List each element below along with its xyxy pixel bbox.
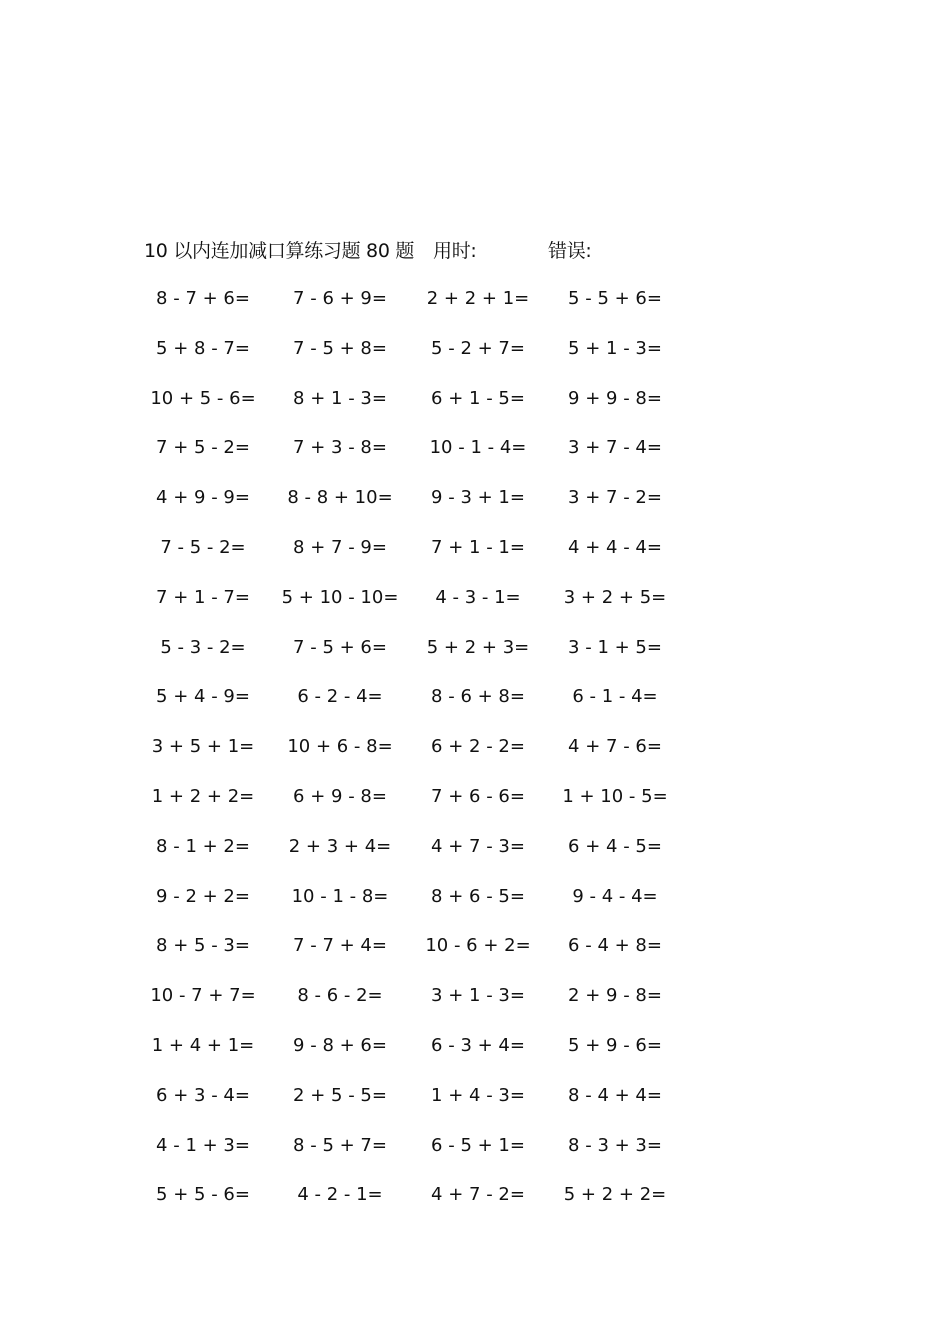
problem-item: 10 + 6 - 8= (287, 736, 393, 757)
error-count-label: 错误: (548, 240, 592, 262)
problem-item: 5 + 9 - 6= (568, 1035, 662, 1056)
problem-item: 7 - 7 + 4= (293, 935, 387, 956)
problem-item: 10 - 6 + 2= (425, 935, 531, 956)
problem-item: 6 - 1 - 4= (572, 686, 658, 707)
problem-item: 4 + 7 - 2= (431, 1184, 525, 1205)
problem-item: 6 - 2 - 4= (297, 686, 383, 707)
problem-item: 8 + 7 - 9= (293, 537, 387, 558)
problem-item: 4 - 2 - 1= (297, 1184, 383, 1205)
problem-item: 8 - 7 + 6= (156, 288, 250, 309)
problem-item: 9 + 9 - 8= (568, 388, 662, 409)
problem-item: 9 - 2 + 2= (156, 886, 250, 907)
problem-item: 5 - 5 + 6= (568, 288, 662, 309)
problem-item: 7 + 3 - 8= (293, 437, 387, 458)
problem-item: 5 + 2 + 3= (426, 637, 530, 658)
problem-item: 4 - 1 + 3= (156, 1135, 250, 1156)
problem-item: 6 + 2 - 2= (431, 736, 525, 757)
problem-item: 6 + 1 - 5= (431, 388, 525, 409)
problem-item: 6 + 9 - 8= (293, 786, 387, 807)
problem-item: 7 + 6 - 6= (431, 786, 525, 807)
problem-item: 4 + 9 - 9= (156, 487, 250, 508)
problem-item: 1 + 4 - 3= (431, 1085, 525, 1106)
problem-item: 9 - 4 - 4= (572, 886, 658, 907)
problem-item: 5 + 4 - 9= (156, 686, 250, 707)
problem-item: 8 + 6 - 5= (431, 886, 525, 907)
problem-item: 9 - 8 + 6= (293, 1035, 387, 1056)
problem-item: 4 - 3 - 1= (435, 587, 521, 608)
problem-item: 2 + 2 + 1= (426, 288, 530, 309)
problem-item: 5 - 3 - 2= (160, 637, 246, 658)
problem-item: 6 - 5 + 1= (431, 1135, 525, 1156)
problem-item: 5 + 5 - 6= (156, 1184, 250, 1205)
problem-item: 5 + 1 - 3= (568, 338, 662, 359)
problem-item: 8 - 8 + 10= (287, 487, 393, 508)
problem-item: 3 + 7 - 4= (568, 437, 662, 458)
problem-item: 6 - 3 + 4= (431, 1035, 525, 1056)
problem-item: 7 + 5 - 2= (156, 437, 250, 458)
problem-item: 6 - 4 + 8= (568, 935, 662, 956)
time-used-label: 用时: (433, 240, 477, 262)
problem-item: 8 - 4 + 4= (568, 1085, 662, 1106)
problem-item: 4 + 7 - 6= (568, 736, 662, 757)
problem-item: 8 - 6 - 2= (297, 985, 383, 1006)
problem-item: 3 - 1 + 5= (568, 637, 662, 658)
problem-item: 1 + 2 + 2= (151, 786, 255, 807)
problem-item: 5 + 10 - 10= (281, 587, 399, 608)
worksheet-title: 10 以内连加减口算练习题 80 题 (144, 240, 415, 262)
problem-item: 8 + 1 - 3= (293, 388, 387, 409)
problem-item: 8 - 1 + 2= (156, 836, 250, 857)
problem-item: 10 - 1 - 4= (429, 437, 527, 458)
problem-item: 7 - 5 - 2= (160, 537, 246, 558)
problem-item: 9 - 3 + 1= (431, 487, 525, 508)
problem-item: 6 + 4 - 5= (568, 836, 662, 857)
problem-item: 1 + 4 + 1= (151, 1035, 255, 1056)
problem-item: 3 + 5 + 1= (151, 736, 255, 757)
problem-item: 8 - 5 + 7= (293, 1135, 387, 1156)
problem-item: 3 + 2 + 5= (563, 587, 667, 608)
problem-item: 10 - 1 - 8= (291, 886, 389, 907)
problem-item: 7 - 6 + 9= (293, 288, 387, 309)
problem-item: 10 + 5 - 6= (150, 388, 256, 409)
problem-item: 5 + 8 - 7= (156, 338, 250, 359)
problem-item: 1 + 10 - 5= (562, 786, 668, 807)
problem-item: 8 - 3 + 3= (568, 1135, 662, 1156)
problem-item: 2 + 3 + 4= (288, 836, 392, 857)
problem-item: 3 + 7 - 2= (568, 487, 662, 508)
problem-item: 3 + 1 - 3= (431, 985, 525, 1006)
problem-item: 7 - 5 + 8= (293, 338, 387, 359)
problem-item: 6 + 3 - 4= (156, 1085, 250, 1106)
problem-item: 8 + 5 - 3= (156, 935, 250, 956)
problem-item: 7 - 5 + 6= (293, 637, 387, 658)
problem-item: 4 + 4 - 4= (568, 537, 662, 558)
problem-item: 2 + 5 - 5= (293, 1085, 387, 1106)
problem-item: 7 + 1 - 1= (431, 537, 525, 558)
problem-item: 4 + 7 - 3= (431, 836, 525, 857)
problem-item: 2 + 9 - 8= (568, 985, 662, 1006)
problem-item: 10 - 7 + 7= (150, 985, 256, 1006)
problem-item: 5 + 2 + 2= (563, 1184, 667, 1205)
problem-item: 8 - 6 + 8= (431, 686, 525, 707)
problem-item: 5 - 2 + 7= (431, 338, 525, 359)
problem-item: 7 + 1 - 7= (156, 587, 250, 608)
